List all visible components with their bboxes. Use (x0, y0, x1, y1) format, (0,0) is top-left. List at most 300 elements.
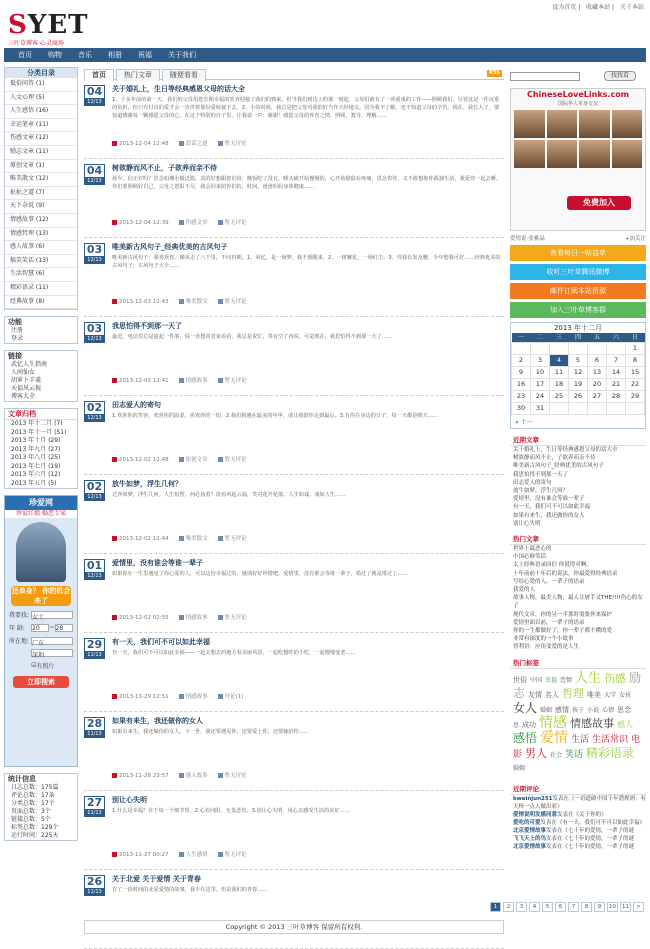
calendar-weekday: 四 (569, 333, 588, 343)
post-meta (112, 850, 504, 858)
calendar-day[interactable]: 6 (588, 355, 607, 367)
hot-post-link[interactable]: 你的一生都做好了，你一辈子都不懂的爱 (513, 628, 613, 635)
post-day: 01 (86, 559, 103, 572)
promo-button[interactable]: 收听三叶草腾讯微博 (510, 264, 646, 280)
comment-author[interactable]: 爱吃的可爱 (513, 819, 541, 826)
post-category[interactable]: 唯美散文 (185, 299, 208, 305)
tag-link[interactable]: 感情 (555, 705, 570, 714)
post-title[interactable]: 有一天，我们可不可以如此幸福 (112, 638, 210, 646)
comment-text[interactable]: 发表在《七十年的爱情，一辈子的谜 (546, 827, 635, 834)
category-item[interactable]: 生活智慧 (6) (5, 268, 77, 282)
tag-link[interactable]: 情感 (539, 714, 568, 731)
post-time: 2013-11-29 12:51 (119, 694, 169, 700)
post-date-badge (84, 796, 105, 817)
love-ad[interactable] (510, 88, 646, 231)
folder-icon (179, 852, 184, 857)
category-item[interactable]: 伤感文章 (12) (5, 132, 77, 146)
page-link[interactable]: 10 (609, 904, 616, 910)
links-box (4, 350, 78, 402)
calendar-icon (112, 773, 117, 778)
calendar-icon (112, 299, 117, 304)
post-category[interactable]: 人生感悟 (185, 852, 208, 858)
calendar-day[interactable]: 30 (512, 403, 531, 415)
post-date-badge (84, 875, 105, 896)
page-link[interactable]: > (633, 902, 644, 912)
archive-item[interactable]: 2013 年九月 (27) (11, 445, 61, 453)
category-item[interactable]: 情感故事 (12) (5, 214, 77, 228)
recent-post-link[interactable]: 如果有来生，我还做你的女人 (513, 512, 585, 519)
calendar-day[interactable]: 29 (626, 391, 645, 403)
nav-music[interactable]: 音乐 (78, 51, 92, 59)
category-item[interactable]: 励志文章 (11) (5, 146, 77, 160)
calendar-day[interactable]: 31 (531, 403, 550, 415)
calendar-icon (112, 378, 117, 383)
post-category[interactable]: 伤感文章 (185, 220, 208, 226)
post-time: 2013-12-04 12:39 (119, 220, 169, 226)
post-category[interactable]: 唯美散文 (185, 536, 208, 542)
function-title: 功能 (8, 318, 22, 327)
calendar-weekday: 日 (626, 333, 645, 343)
hot-post-link[interactable]: 非常有深度的一个小故事 (513, 636, 574, 643)
calendar-day[interactable]: 15 (626, 367, 645, 379)
blogroll-link[interactable]: 博客大全 (11, 393, 36, 401)
post-excerpt: 唯美新古风句子：我喜欢你，像风走了八千里，不问归期。1、回忆，是一场梦，我不愿醒来。2、一树繁花，一场红尘。3、待我长发及腰，少年娶我可好……经典优美的古风句子，古风句子大全…… (112, 255, 501, 269)
nav-home[interactable]: 首页 (18, 51, 32, 59)
archive-item[interactable]: 2013 年十月 (29) (11, 437, 61, 445)
tag-link[interactable]: 大学 (604, 691, 617, 699)
post-category[interactable]: 浪话之道 (185, 141, 208, 147)
gender-field[interactable]: 我要找: 女士 (9, 610, 73, 619)
page-link[interactable]: 6 (555, 902, 566, 912)
post-category[interactable]: 感人故事 (185, 773, 208, 779)
post-category[interactable]: 情感故事 (185, 694, 208, 700)
calendar-icon (112, 615, 117, 620)
nav-album[interactable]: 相册 (108, 51, 122, 59)
calendar-weekday: 五 (588, 333, 607, 343)
post-month: 12/13 (85, 572, 104, 580)
function-box (4, 316, 78, 344)
comment-icon (218, 615, 223, 620)
page-link[interactable]: 9 (594, 902, 605, 912)
post-month: 11/13 (85, 809, 104, 817)
post-title[interactable]: 如果有来生，我还做你的女人 (112, 717, 203, 725)
blogroll-link[interactable]: 武忆人生指南 (11, 361, 48, 369)
post-excerpt: 过客如梦，浮生几何。人生短暂，何必执着？淡看风起云涌，笑对花开花落。人生如戏，戏如人生…… (112, 492, 346, 498)
tag-link[interactable]: 成功 (522, 720, 537, 729)
stat-item: 日志总数：175篇 (11, 784, 59, 792)
post-tabs (84, 67, 504, 80)
calendar-day (588, 343, 607, 355)
main-nav (4, 48, 646, 62)
folder-icon (179, 694, 184, 699)
post-category[interactable]: 原创文章 (185, 457, 208, 463)
folder-icon (179, 457, 184, 462)
calendar-day[interactable]: 7 (607, 355, 626, 367)
tag-link[interactable]: 笑话 (565, 749, 584, 760)
recent-post-link[interactable]: 别让心失明 (513, 520, 541, 527)
age-field[interactable]: 年 龄: 20 ~ 28 (9, 623, 73, 632)
post-excerpt: 孙少，信正好吗？思念如潮水般泛滥，真的好想跟您们说：晚饭吃了没有。睡头痛开始慢慢的，心开始隐隐在疼痛，思念着你，又不敢想象你孤独生活，我爱你一起去睡。你们要照顾好自己，父母之恩报不尽，我会回来陪你们的，时间，爸爸妈妈身体健康…… (112, 176, 502, 190)
category-item[interactable]: 人文心理 (5) (5, 92, 77, 106)
tag-link[interactable]: 婚姻 (513, 764, 526, 772)
tag-cloud (510, 658, 646, 778)
calendar-day[interactable]: 11 (550, 367, 569, 379)
love-ad-sub: 国际华人单身交友 (557, 101, 598, 107)
tag-link[interactable]: 社会 (550, 751, 563, 759)
post-excerpt: 如果有来生，我还做你的女人。下一世，我还要遇见你，还要爱上你，还要嫁给你…… (112, 729, 310, 735)
free-join-button[interactable]: 免费加入 (567, 196, 631, 210)
post-title[interactable]: 我思怕得不到那一天了 (112, 322, 182, 330)
nav-about[interactable]: 关于我们 (168, 51, 196, 59)
calendar-day (607, 343, 626, 355)
post-month: 11/13 (85, 651, 104, 659)
post-month: 12/13 (85, 177, 104, 185)
comment-item (510, 819, 646, 827)
category-title: 分类目录 (5, 68, 77, 78)
promo-button[interactable]: 查看每日一帖益单 (510, 245, 646, 261)
calendar-day (550, 403, 569, 415)
photo-checkbox[interactable]: ☑ 有照片 (31, 662, 55, 671)
hot-post-link[interactable]: 现代文章，你的另一半那时需要你来保护 (513, 611, 613, 618)
weibo-follow-button[interactable]: +加关注 (624, 236, 646, 242)
tag-link[interactable]: 女孩 (619, 691, 632, 699)
page-link[interactable]: 5 (542, 902, 553, 912)
post-comments[interactable]: 暂无评论 (224, 457, 247, 463)
tag-link[interactable]: 感悟 (513, 730, 538, 745)
calendar (510, 322, 646, 429)
hot-posts (510, 534, 646, 652)
calendar-day[interactable]: 20 (588, 379, 607, 391)
post-month: 11/13 (85, 730, 104, 738)
search-button[interactable]: 找找看 (604, 71, 636, 81)
tag-link[interactable]: 幸福 (545, 676, 558, 684)
tag-link[interactable]: 感人 (617, 719, 634, 729)
post-title[interactable]: 田志爱人的寄句 (112, 401, 161, 409)
tag-link[interactable]: 电影 (513, 734, 641, 760)
comment-author[interactable]: 北京爱情故事 (513, 827, 547, 834)
archive-item[interactable]: 2013 年五月 (5) (11, 479, 57, 487)
location-field[interactable]: 所在地: 广东 (9, 636, 73, 645)
calendar-day[interactable]: 16 (512, 379, 531, 391)
blogroll-link[interactable]: 胡萝卜羊羹 (11, 377, 42, 385)
calendar-day (607, 403, 626, 415)
calendar-icon (112, 457, 117, 462)
page-link[interactable]: 1 (490, 902, 501, 912)
comment-text[interactable]: 发表在《有一天，我们可不可以如此幸福》 (540, 819, 646, 826)
promo-button[interactable]: 邮件订阅本站资源 (510, 283, 646, 299)
zhenai-ad[interactable] (4, 495, 78, 767)
comment-author[interactable]: 爱情说明发感同意 (513, 811, 558, 818)
folder-icon (179, 220, 184, 225)
tag-link[interactable]: 唯美 (587, 690, 602, 699)
post-time: 2013-11-27 00:27 (119, 852, 169, 858)
calendar-day[interactable]: 27 (588, 391, 607, 403)
page-link[interactable]: 4 (529, 902, 540, 912)
calendar-day[interactable]: 4 (550, 355, 569, 367)
archive-item[interactable]: 2013 年七月 (19) (11, 462, 61, 470)
folder-icon (179, 773, 184, 778)
set-homepage-link[interactable]: 设为首页 (552, 4, 577, 11)
tag-link[interactable]: 励志 (513, 670, 642, 700)
post-title[interactable]: 放牛如梦，浮生几何？ (112, 480, 182, 488)
post-comments[interactable]: 暂无评论 (224, 141, 247, 147)
tag-link[interactable]: 孩子 (572, 706, 585, 714)
stats-title: 统计信息 (8, 775, 36, 784)
calendar-day[interactable]: 1 (626, 343, 645, 355)
stat-item: 评论总数：17条 (11, 792, 55, 800)
post-month: 11/13 (85, 888, 104, 896)
post-comments[interactable]: 暂无评论 (224, 615, 247, 621)
tag-link[interactable]: 婚姻 (540, 706, 553, 714)
ad-person-image (16, 522, 66, 582)
blogroll-link[interactable]: 天福风云视 (11, 385, 42, 393)
tag-link[interactable]: 世俗 (513, 675, 527, 684)
post-meta (112, 534, 504, 542)
post-category[interactable]: 情感故事 (185, 378, 208, 384)
bookmark-link[interactable]: 收藏本站 (586, 4, 611, 11)
comment-text[interactable]: 发表在《七十年的爱情，一辈子的谜 (546, 835, 635, 842)
page-link[interactable]: 3 (516, 902, 527, 912)
hot-post-link[interactable]: 世界上最恶心的 (513, 546, 552, 553)
login-link[interactable]: 登录 (11, 335, 24, 343)
post-date-badge (84, 559, 105, 580)
tag-link[interactable]: 情感故事 (570, 716, 615, 730)
nav-blessing[interactable]: 祝福 (138, 51, 152, 59)
post-day: 03 (86, 243, 103, 256)
post-month: 12/13 (85, 493, 104, 501)
post-title[interactable]: 树欲静而风不止，子欲养而亲不待 (112, 164, 217, 172)
folder-icon (179, 378, 184, 383)
post-date-badge (84, 401, 105, 422)
page-link[interactable]: 2 (503, 902, 514, 912)
register-link[interactable]: 注册 (11, 327, 24, 335)
calendar-icon (112, 220, 117, 225)
comment-author[interactable]: 飞飞天上的鸟 (513, 835, 547, 842)
recent-post-link[interactable]: 爱情里，没有谁会等谁一辈子 (513, 496, 585, 503)
post-comments[interactable]: 暂无评论 (224, 852, 247, 858)
recent-post-link[interactable]: 我思怕得不到那一天了 (513, 471, 569, 478)
tag-link[interactable]: 精彩语录 (586, 745, 635, 760)
recent-post-link[interactable]: 田志爱人的寄句 (513, 479, 552, 486)
tag-link[interactable]: 生活常识 (592, 734, 629, 745)
calendar-day[interactable]: 2 (512, 355, 531, 367)
promo-button[interactable]: 加入三叶草博客群 (510, 302, 646, 318)
post-day: 02 (86, 401, 103, 414)
category-item[interactable]: 扯扯之道 (7) (5, 187, 77, 201)
category-item[interactable]: 精彩语录 (11) (5, 282, 77, 296)
archive-item[interactable]: 2013 年八月 (25) (11, 454, 61, 462)
calendar-prev-link[interactable]: « 十一 (515, 419, 533, 426)
folder-icon (179, 141, 184, 146)
comment-author[interactable]: 北京爱情故事 (513, 843, 547, 850)
recent-post-link[interactable]: 树欲静而风不止，子欲养而亲不待 (513, 455, 596, 462)
post-date-badge (84, 164, 105, 185)
page-link[interactable]: 8 (581, 902, 592, 912)
weibo-name[interactable]: 爱情说·张雅晶 (510, 236, 545, 242)
calendar-day[interactable]: 26 (569, 391, 588, 403)
post-time: 2013-12-02 12:48 (119, 457, 169, 463)
archive-item[interactable]: 2013 年十一月 (51) (11, 428, 67, 436)
weibo-widget (510, 234, 646, 242)
hot-post-link[interactable]: 智利语：应用变爱的是人生 (513, 644, 580, 651)
tag-link[interactable]: 生活 (571, 734, 590, 745)
hot-post-link[interactable]: 中国必修笑话 (513, 554, 547, 561)
category-item[interactable]: 经典故事 (8) (5, 296, 77, 310)
calendar-day[interactable]: 28 (607, 391, 626, 403)
post-time: 2013-12-04 12:48 (119, 141, 169, 147)
ad-bubble: 还单身？ 你的机会来了 (11, 587, 71, 606)
calendar-day[interactable]: 3 (531, 355, 550, 367)
archive-item[interactable]: 2013 年十二月 (7) (11, 420, 63, 428)
post-comments[interactable]: 暂无评论 (224, 536, 247, 542)
left-sidebar (4, 67, 78, 847)
recent-posts (510, 435, 646, 528)
calendar-day[interactable]: 8 (626, 355, 645, 367)
tag-link[interactable]: 伤感 (604, 671, 627, 685)
folder-icon (179, 536, 184, 541)
ad-search-button[interactable]: 立即搜索 (13, 676, 69, 688)
calendar-day[interactable]: 12 (569, 367, 588, 379)
comment-text[interactable]: 发表在《关于你的》 (557, 811, 607, 818)
page-link[interactable]: 11 (622, 904, 629, 910)
hot-post-link[interactable]: 十年前前十年后的说法，你最爱得经典语录 (513, 570, 618, 577)
comment-icon (218, 299, 223, 304)
rss-icon[interactable]: RSS (489, 70, 500, 76)
comments-title: 近期评论 (510, 784, 646, 795)
pagination (488, 902, 644, 912)
post-entry (84, 80, 504, 159)
recent-post-link[interactable]: 放牛如梦，浮生几何？ (513, 488, 569, 495)
tab-random[interactable]: 随便看看 (162, 69, 206, 81)
post-title[interactable]: 爱情里，没有谁会等谁一辈子 (112, 559, 203, 567)
category-item[interactable]: 人生感悟 (16) (5, 105, 77, 119)
hot-post-link[interactable]: 我爱的人 (513, 587, 536, 594)
category-item[interactable]: 幸运笔章 (11) (5, 119, 77, 133)
tag-link[interactable]: 心情 (602, 706, 615, 714)
calendar-day[interactable]: 5 (569, 355, 588, 367)
tag-link[interactable]: 友情 (528, 690, 543, 699)
calendar-day[interactable]: 22 (626, 379, 645, 391)
calendar-weekday: 二 (531, 333, 550, 343)
calendar-day[interactable]: 23 (512, 391, 531, 403)
post-date-badge (84, 480, 105, 501)
hot-post-link[interactable]: 太上经典语录回信 你说得对啊。 (513, 562, 592, 569)
search-input[interactable] (510, 72, 580, 81)
post-day: 03 (86, 322, 103, 335)
hot-post-link[interactable]: 故事人物，最美人物，最人让屠手又THE!!!!伤心的女子 (513, 595, 643, 610)
post-title[interactable]: 关于北爱 关于爱情 关于青春 (112, 875, 201, 883)
post-category[interactable]: 情感故事 (185, 615, 208, 621)
post-comments[interactable]: 暂无评论 (224, 220, 247, 226)
hot-post-link[interactable]: 爱情里面以前，一辈子的语录 (513, 619, 585, 626)
post-excerpt: 有一天，我们可不可以如此幸福——一起去想去的地方看美丽风景，一起吃想吃的小吃，一起慢慢变老…… (112, 650, 356, 656)
post-title[interactable]: 唯美新古风句子_经典优美的古风句子 (112, 243, 228, 251)
stat-item: 标签总数：129个 (11, 824, 59, 832)
tab-home[interactable]: 首页 (84, 69, 114, 81)
stat-item: 链接总数：5个 (11, 816, 51, 824)
page-link[interactable]: 7 (568, 902, 579, 912)
category-item[interactable]: 搞笑笑话 (13) (5, 255, 77, 269)
tag-link[interactable]: 中国 (530, 676, 543, 684)
post-comments[interactable]: 暂无评论 (224, 299, 247, 305)
tag-link[interactable]: 哲理 (562, 686, 585, 700)
tag-link[interactable]: 恋情 (560, 676, 573, 684)
category-item[interactable]: 原创文章 (1) (5, 160, 77, 174)
post-meta (112, 613, 504, 621)
post-title[interactable]: 别让心失明 (112, 796, 147, 804)
calendar-day[interactable]: 19 (569, 379, 588, 391)
post-comments[interactable]: 暂无评论 (224, 773, 247, 779)
archive-item[interactable]: 2013 年六月 (12) (11, 471, 61, 479)
category-item[interactable]: 唯美散文 (12) (5, 173, 77, 187)
tag-link[interactable]: 思 (513, 721, 520, 729)
tag-link[interactable]: 思念 (617, 705, 632, 714)
comment-icon (218, 141, 223, 146)
nav-shopping[interactable]: 购物 (48, 51, 62, 59)
comment-item (510, 835, 646, 843)
right-sidebar (510, 67, 646, 851)
post-day: 02 (86, 480, 103, 493)
comment-text[interactable]: 发表在《一语道破中国千年潜规则：有天棒一点人做出彩》 (513, 795, 646, 810)
archive-title: 文章归档 (5, 409, 77, 420)
post-excerpt: 有了一段时间的北爱爱情的故事，我不在这里，但是我们的青春…… (112, 887, 268, 893)
recent-post-link[interactable]: 关于婚礼上，生日等经典感恩父母的话大全 (513, 447, 618, 453)
tag-link[interactable]: 女人 (513, 700, 538, 715)
post-entry (84, 238, 504, 317)
tag-link[interactable]: 爱情 (540, 729, 569, 746)
post-entry (84, 791, 504, 870)
comment-item (510, 811, 646, 819)
calendar-day[interactable]: 17 (531, 379, 550, 391)
calendar-day[interactable]: 13 (588, 367, 607, 379)
blogroll-link[interactable]: 人间仙女 (11, 369, 36, 377)
calendar-day[interactable]: 25 (550, 391, 569, 403)
calendar-day[interactable]: 10 (531, 367, 550, 379)
calendar-day[interactable]: 9 (512, 367, 531, 379)
post-comments[interactable]: 评论(1) (224, 694, 244, 700)
tag-link[interactable]: 小说 (587, 706, 600, 714)
calendar-day[interactable]: 21 (607, 379, 626, 391)
post-day: 28 (86, 717, 103, 730)
comment-author[interactable]: kweinjun251 (513, 795, 553, 802)
post-comments[interactable]: 暂无评论 (224, 378, 247, 384)
post-meta (112, 771, 504, 779)
category-item[interactable]: 感人故事 (6) (5, 241, 77, 255)
site-logo[interactable]: SYET 三叶草博客·心灵商场 (8, 10, 89, 47)
recent-post-link[interactable]: 有一天，我们可不可以如此幸福 (513, 504, 591, 511)
post-excerpt: 如果你在一生里遇见了你心爱的人，可以这份幸福过的，就请好好珍惜吧。爱情里，没有谁会等谁一辈子，错过了就是错过了…… (112, 571, 408, 577)
about-link[interactable]: 关于本站 (619, 4, 644, 11)
tag-link[interactable]: 男人 (525, 746, 548, 760)
recent-post-link[interactable]: 唯美新古风句子_经典优美的古风句子 (513, 463, 604, 470)
footer: Copyright © 2013 三叶草博客 保留所有权利. (84, 920, 504, 934)
category-item[interactable]: 情感哲理 (13) (5, 228, 77, 242)
post-day: 27 (86, 796, 103, 809)
tab-hot[interactable]: 热门文章 (116, 69, 160, 81)
calendar-day[interactable]: 14 (607, 367, 626, 379)
category-item[interactable]: 天下杂说 (9) (5, 200, 77, 214)
tag-link[interactable]: 人生 (575, 670, 602, 686)
city-field[interactable]: 深圳 (9, 649, 73, 657)
calendar-day[interactable]: 24 (531, 391, 550, 403)
post-day: 04 (86, 164, 103, 177)
post-title[interactable]: 关于婚礼上，生日等经典感恩父母的话大全 (112, 85, 245, 93)
calendar-day[interactable]: 18 (550, 379, 569, 391)
category-item[interactable]: 低俗问答 (1) (5, 78, 77, 92)
hot-post-link[interactable]: 写给心爱的人，一辈子的语录 (513, 578, 585, 585)
tag-link[interactable]: 名人 (545, 690, 560, 699)
comment-text[interactable]: 发表在《七十年的爱情，一辈子的谜 (546, 843, 635, 850)
